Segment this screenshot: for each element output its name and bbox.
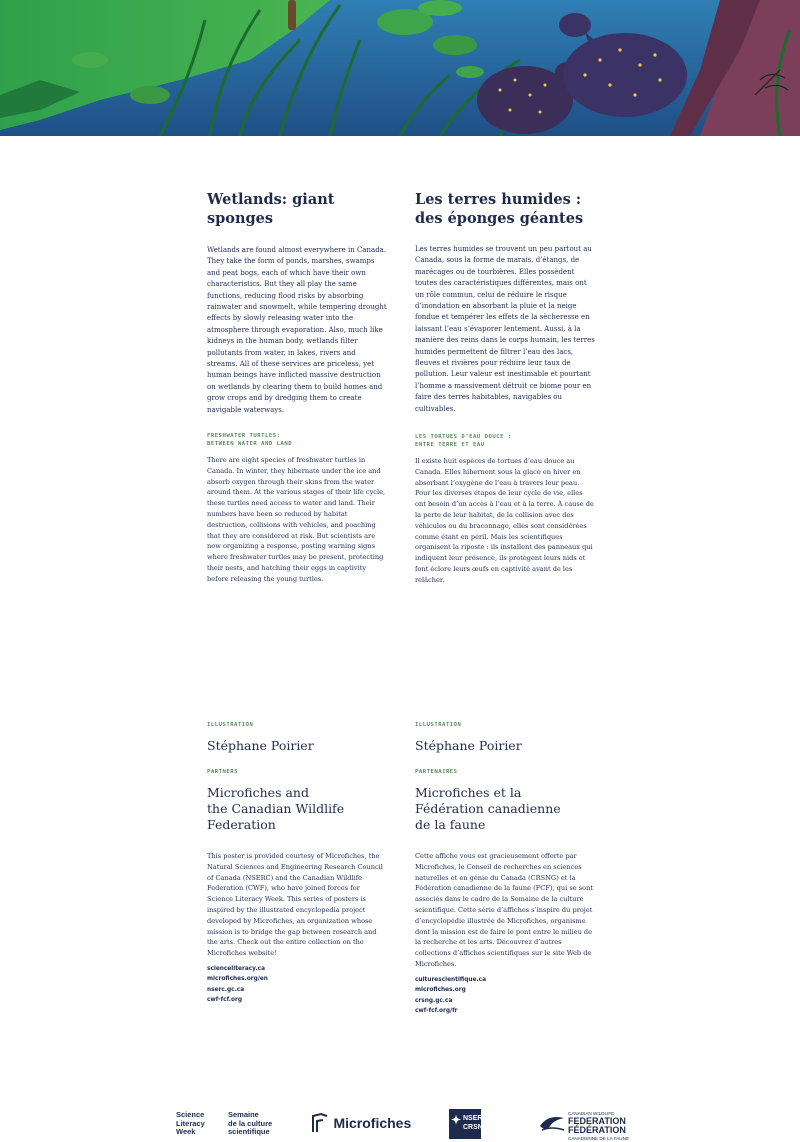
link[interactable]: microfiches.org <box>415 987 466 994</box>
partners-paragraph-fr: Cette affiche vous est gracieusement offerte par Microfiches, le Conseil de recherches en sciences naturelles et en génie du Canada (CRSNG) et la Fédération canadienne de la faune (FCF), qui se sont associés dans le cadre de la Semaine de la culture scientifique. Cette série d’affiches s’inspire du projet d’encyclopédie illustrée de Microfiches, organisme dont la mission est de faire le pont entre le milieu de la recherche et les arts. Découvrez d’autres collections d’affiches scientifiques sur le site Web de Microfiches. <box>415 852 593 968</box>
partners-title-line: Microfiches and <box>207 785 309 800</box>
credits-fr <box>415 721 595 1016</box>
section-heading-line: FRESHWATER TURTLES: <box>207 433 281 440</box>
logo-text: Semaine <box>228 1110 259 1119</box>
logo-text: de la culture <box>228 1118 273 1128</box>
illustration-label-fr: ILLUSTRATION <box>415 722 462 728</box>
partners-paragraph-en: This poster is provided courtesy of Microfiches, the Natural Sciences and Engineering Research Council of Canada (NSERC) and the Canadian Wildlife Federation (CWF), who have joined forces for Science Literacy Week. This series of posters is inspired by the illustrated encyclopedia project developed by Microfiches, an organization whose mission is to bridge the gap between research and the arts. Check out the entire collection on the Microfiches website! <box>207 852 383 958</box>
partners-title-line: Federation <box>207 817 276 832</box>
english-column <box>207 190 387 585</box>
nserc-logo <box>449 1109 489 1139</box>
title-line: des éponges géantes <box>415 210 584 227</box>
microfiches-mark-icon <box>311 1112 329 1134</box>
partners-title-line: Microfiches et la <box>415 785 522 800</box>
logo-text: scientifique <box>228 1127 270 1136</box>
turtles-paragraph-fr: Il existe huit espèces de tortues d’eau douce au Canada. Elles hibernent sous la glace en hiver en absorbant l’oxygène de l’eau à travers leur peau. Pour les diverses étapes de leur cycle de vie, elles ont besoin d’un accès à l’eau et à la terre. À cause de la perte de leur habitat, de la collision avec des véhicules ou du braconnage, elles sont considérées comme étant en péril. Mais les scientifiques organisent la riposte : ils installent des panneaux qui indiquent leur présence, ils protègent leurs nids et font éclore leurs œufs en captivité avant de les relâcher. <box>415 457 594 584</box>
link[interactable]: scienceliteracy.ca <box>207 965 265 972</box>
bird-icon <box>538 1112 566 1136</box>
title-line: Les terres humides : <box>415 191 582 208</box>
credits-en <box>207 721 387 1006</box>
logo-text: FEDERATION <box>568 1116 626 1126</box>
partner-logos <box>0 1105 800 1139</box>
partners-label-en: PARTNERS <box>207 769 238 775</box>
link[interactable]: cwf-fcf.org <box>207 997 242 1004</box>
links-list-fr <box>415 975 595 1017</box>
page-title-en: Wetlands: giant sponges <box>207 191 335 227</box>
link[interactable]: cwf-fcf.org/fr <box>415 1007 458 1014</box>
partners-title-line: Fédération canadienne <box>415 801 561 816</box>
link[interactable]: crsng.gc.ca <box>415 997 453 1004</box>
logo-text: CRSNG <box>463 1124 489 1131</box>
section-heading-line: ENTRE TERRE ET EAU <box>415 442 485 449</box>
logo-text: Literacy <box>176 1118 205 1128</box>
turtles-paragraph-en: There are eight species of freshwater turtles in Canada. In winter, they hibernate under the ice and absorb oxygen through their skins from the water around them. At the various stages of their life cycle, these turtles need access to water and land. Their numbers have been so reduced by habitat destruction, collisions with vehicles, and poaching that they are considered at risk. But scientists are now organizing a response, posting warning signs where freshwater turtles may be present, protecting their nests, and hatching their eggs in captivity before releasing the young turtles. <box>207 456 386 583</box>
science-literacy-week-logo <box>176 1111 205 1137</box>
section-heading-turtles-en <box>207 432 387 448</box>
logo-text: Week <box>176 1127 196 1136</box>
section-heading-line: BETWEEN WATER AND LAND <box>207 441 293 448</box>
links-list-en <box>207 964 387 1006</box>
logo-text: Science <box>176 1110 205 1119</box>
logo-text: Microfiches <box>333 1115 412 1131</box>
illustrator-name-fr: Stéphane Poirier <box>415 738 522 753</box>
partners-title-line: de la faune <box>415 817 486 832</box>
semaine-culture-scientifique-logo <box>228 1111 272 1137</box>
logo-text: CANADIAN WILDLIFE <box>568 1111 615 1116</box>
logo-text: CANADIENNE DE LA FAUNE <box>568 1136 630 1141</box>
intro-paragraph-en: Wetlands are found almost everywhere in Canada. They take the form of ponds, marshes, swamps and peat bogs, each of which have their own characteristics. But they all play the same functions, reducing flood risks by absorbing rainwater and snowmelt, while tempering drought effects by slowly releasing water into the atmosphere through evaporation. Also, much like kidneys in the human body, wetlands filter pollutants from water, in lakes, rivers and streams. All of these services are priceless, yet human beings have inflicted massive destruction on wetlands by clearing them to build homes and grow crops and by dredging them to create navigable waterways. <box>207 246 387 414</box>
partners-label-fr: PARTENAIRES <box>415 769 458 775</box>
section-heading-line: LES TORTUES D’EAU DOUCE : <box>415 434 512 441</box>
link[interactable]: culturescientifique.ca <box>415 976 486 983</box>
logo-text: NSERC <box>463 1115 488 1122</box>
illustrator-name-en: Stéphane Poirier <box>207 738 314 753</box>
partners-title-en <box>207 785 387 833</box>
page-title-fr <box>415 190 595 228</box>
partners-title-line: the Canadian Wildlife <box>207 801 345 816</box>
logo-text: FÉDÉRATION <box>568 1125 626 1135</box>
intro-paragraph-fr: Les terres humides se trouvent un peu partout au Canada, sous la forme de marais, d’étangs, de marécages ou de tourbières. Elles possèdent toutes des caractéristiques différentes, mais ont un rôle commun, celui de réduire le risque d’inondation en absorbant la pluie et la neige fondue et tempérer les effets de la sècheresse en laissant l’eau s’évaporer lentement. Aussi, à la manière des reins dans le corps humain, les terres humides permettent de filtrer l’eau des lacs, fleuves et rivières pour réduire leur taux de pollution. Leur valeur est inestimable et pourtant l’homme a massivement détruit ce biome pour en faire des terres habitables, navigables ou cultivables. <box>415 245 595 413</box>
wetland-illustration-banner <box>0 0 800 136</box>
illustration-label-en: ILLUSTRATION <box>207 722 254 728</box>
maple-leaf-icon: ✦ <box>451 1113 462 1127</box>
link[interactable]: microfiches.org/en <box>207 976 268 983</box>
french-column <box>415 190 595 586</box>
link[interactable]: nserc.gc.ca <box>207 986 245 993</box>
section-heading-turtles-fr <box>415 433 595 449</box>
partners-title-fr <box>415 785 595 833</box>
microfiches-logo <box>311 1112 411 1134</box>
